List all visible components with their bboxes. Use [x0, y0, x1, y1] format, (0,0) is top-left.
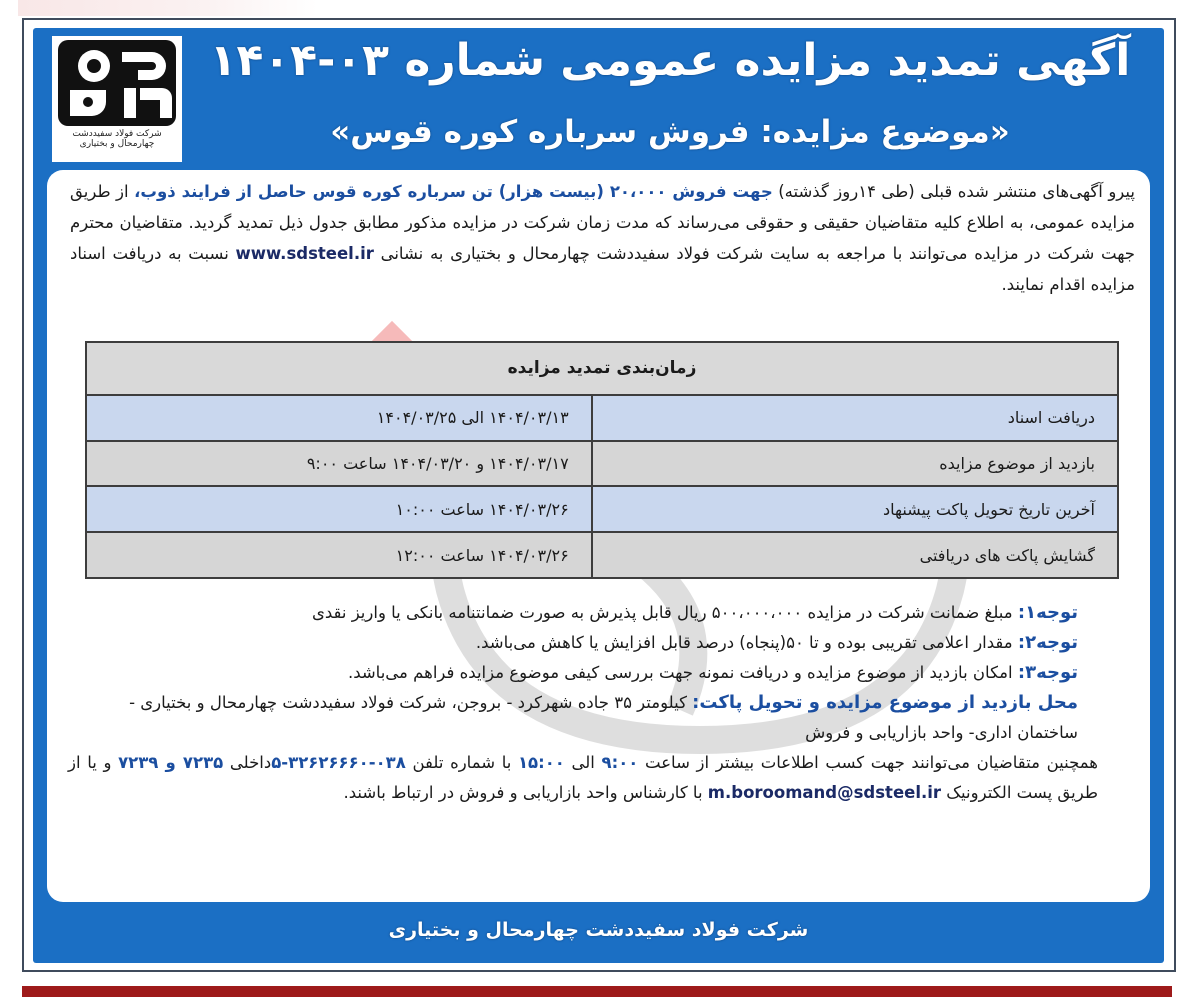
- note-key: توجه۲:: [1017, 632, 1078, 653]
- note-text: مقدار اعلامی تقریبی بوده و تا ۵۰(پنجاه) درصد قابل افزایش یا کاهش می‌باشد.: [475, 633, 1018, 652]
- note-text: امکان بازدید از موضوع مزایده و دریافت نمونه جهت بررسی کیفی موضوع مزایده فراهم می‌باشد.: [347, 663, 1018, 682]
- row-value: ۱۴۰۴/۰۳/۲۶ ساعت ۱۲:۰۰: [86, 532, 592, 578]
- logo-caption-line1: شرکت فولاد سفیددشت: [72, 129, 162, 139]
- table-row: [86, 395, 1118, 441]
- email-link[interactable]: m.boroomand@sdsteel.ir: [707, 783, 942, 802]
- bottom-bar: [22, 986, 1172, 997]
- footer-company: شرکت فولاد سفیددشت چهارمحال و بختیاری: [388, 919, 809, 941]
- row-label: دریافت اسناد: [592, 395, 1118, 441]
- row-label: گشایش پاکت های دریافتی: [592, 532, 1118, 578]
- contact-phone: ۰۳۸-۳۲۶۲۶۶۶۰-۵: [271, 753, 406, 772]
- row-value: ۱۴۰۴/۰۳/۱۳ الی ۱۴۰۴/۰۳/۲۵: [86, 395, 592, 441]
- address-block: [68, 688, 1140, 748]
- note-text: مبلغ ضمانت شرکت در مزایده ۵۰۰،۰۰۰،۰۰۰ ریال قابل پذیرش به صورت ضمانتنامه بانکی یا واریز نقدی: [311, 603, 1018, 622]
- table-row: [86, 441, 1118, 487]
- note-2: [68, 628, 1140, 658]
- row-value: ۱۴۰۴/۰۳/۱۷ و ۱۴۰۴/۰۳/۲۰ ساعت ۹:۰۰: [86, 441, 592, 487]
- newspaper-logo-fragment: [18, 0, 318, 16]
- row-label: بازدید از موضوع مزایده: [592, 441, 1118, 487]
- website-link[interactable]: www.sdsteel.ir: [235, 244, 374, 263]
- contact-time-to: ۱۵:۰۰: [517, 753, 565, 772]
- intro-part1: پیرو آگهی‌های منتشر شده قبلی (طی ۱۴روز گذشته): [772, 182, 1135, 201]
- row-label: آخرین تاریخ تحویل پاکت پیشنهاد: [592, 486, 1118, 532]
- contact-part2: الی: [564, 753, 602, 772]
- logo-caption-line2: چهارمحال و بختیاری: [79, 139, 155, 149]
- notes-section: [68, 598, 1140, 808]
- contact-part3: با شماره تلفن: [405, 753, 518, 772]
- logo-caption: [52, 129, 182, 149]
- table-row: [86, 486, 1118, 532]
- company-logo: [52, 36, 182, 162]
- contact-part5: و یا از طریق پست الکترونیک: [68, 753, 1098, 802]
- address-text: کیلومتر ۳۵ جاده شهرکرد - بروجن، شرکت فولاد سفیددشت چهارمحال و بختیاری - ساختمان اداری- واحد بازاریابی و فروش: [129, 693, 1078, 742]
- intro-highlight: جهت فروش ۲۰،۰۰۰ (بیست هزار) تن سرباره کوره قوس حاصل از فرایند ذوب،: [134, 182, 773, 201]
- intro-paragraph: [70, 176, 1135, 300]
- contact-part1: همچنین متقاضیان می‌توانند جهت کسب اطلاعات بیشتر از ساعت: [638, 753, 1098, 772]
- contact-part6: با کارشناس واحد بازاریابی و فروش در ارتباط باشند.: [343, 783, 708, 802]
- intro-part3: نسبت به دریافت اسناد مزایده اقدام نمایند.: [70, 244, 1135, 294]
- note-key: توجه۳:: [1017, 662, 1078, 683]
- contact-part4: داخلی: [223, 753, 272, 772]
- note-3: [68, 658, 1140, 688]
- intro-part2: از طریق مزایده عمومی، به اطلاع کلیه متقاضیان حقیقی و حقوقی می‌رساند که مدت زمان شرکت در مزایده مذکور مطابق جدول ذیل تمدید گردید. متقاضیان محترم جهت شرکت در مزایده می‌توانند با مراجعه به سایت شرکت فولاد سفیددشت چهارمحال و بختیاری به نشانی: [70, 182, 1135, 263]
- address-key: محل بازدید از موضوع مزایده و تحویل پاکت:: [692, 692, 1078, 713]
- contact-extension: ۷۲۳۵ و ۷۲۳۹: [118, 753, 224, 772]
- page-subtitle: «موضوع مزایده: فروش سرباره کوره قوس»: [330, 114, 1010, 150]
- row-value: ۱۴۰۴/۰۳/۲۶ ساعت ۱۰:۰۰: [86, 486, 592, 532]
- top-strip: [0, 0, 1204, 16]
- note-key: توجه۱:: [1017, 602, 1078, 623]
- schedule-header-row: [86, 342, 1118, 395]
- note-1: [68, 598, 1140, 628]
- schedule-title: زمان‌بندی تمدید مزایده: [86, 342, 1118, 395]
- contact-block: [68, 748, 1140, 808]
- schedule-table: [85, 341, 1119, 579]
- sdsteel-logo-icon: [52, 36, 182, 128]
- contact-time-from: ۹:۰۰: [601, 753, 639, 772]
- table-row: [86, 532, 1118, 578]
- page-title: آگهی تمدید مزایده عمومی شماره ۰۳-۱۴۰۴: [209, 35, 1131, 86]
